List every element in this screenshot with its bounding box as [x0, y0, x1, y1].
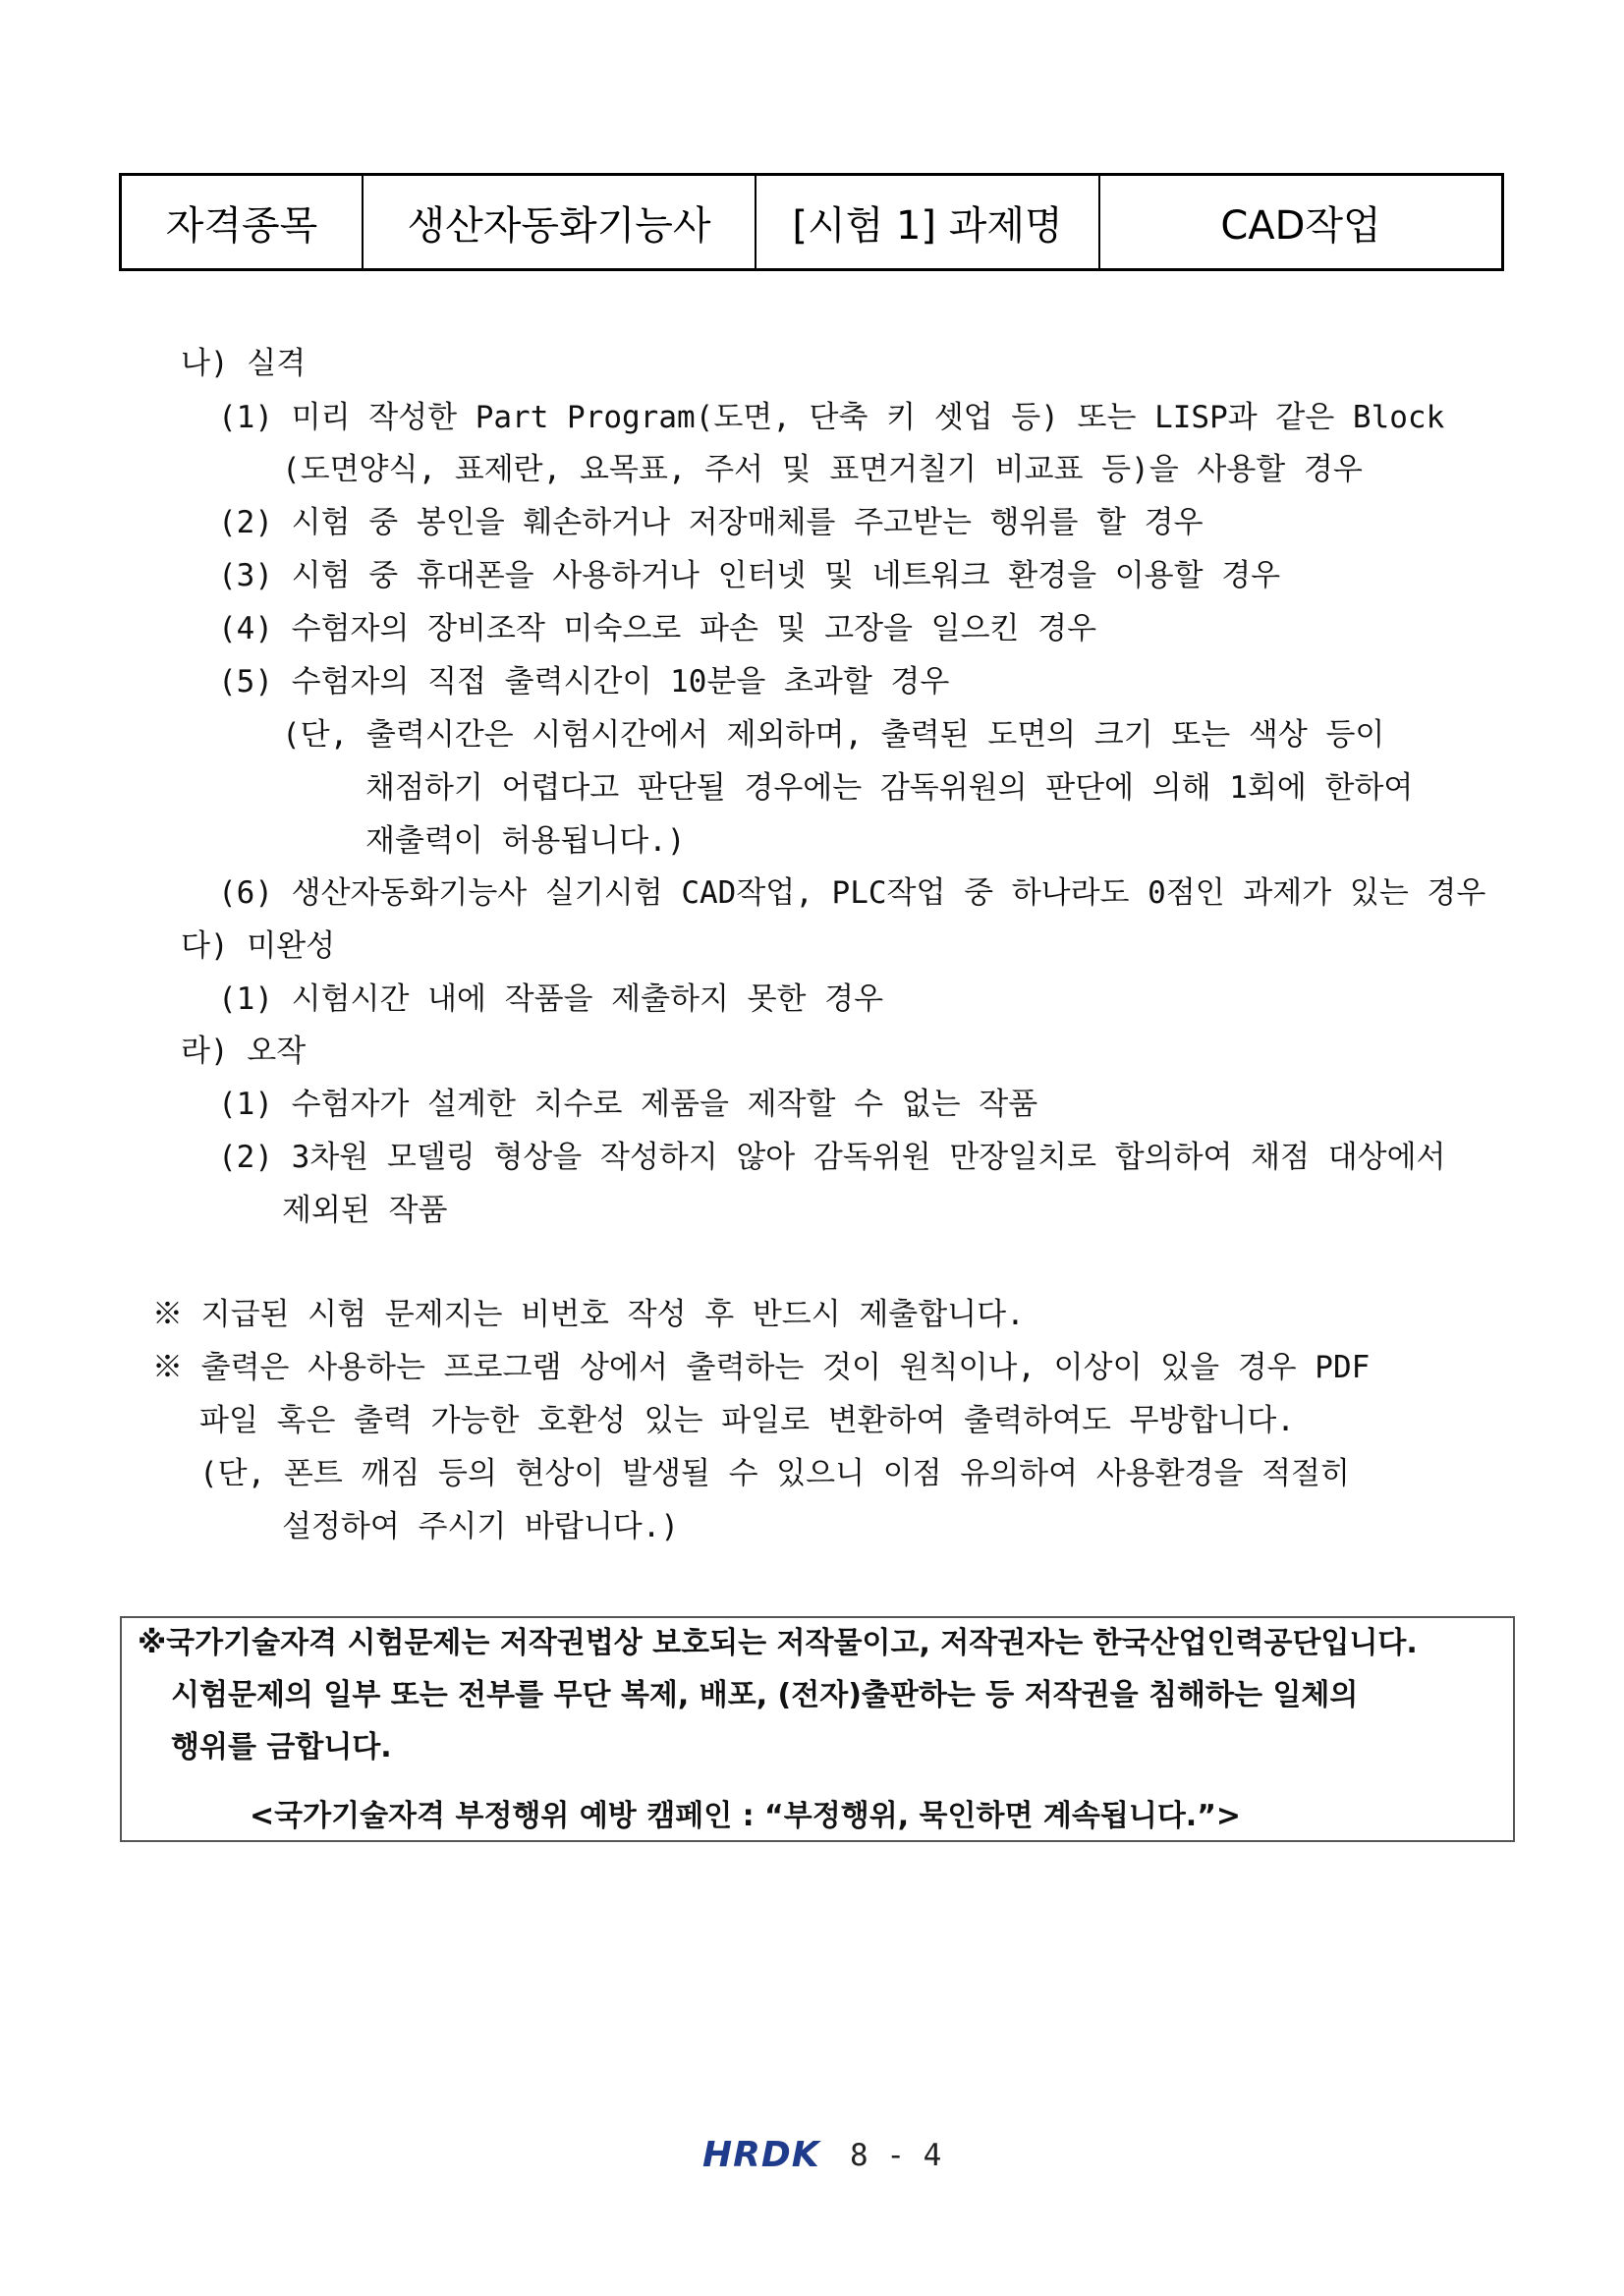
section-defective-title: 라) 오작	[181, 1034, 307, 1069]
list-item: (1) 미리 작성한 Part Program(도면, 단축 키 셋업 등) 또는 LISP과 같은 Block	[218, 400, 1445, 435]
list-item-continuation: (도면양식, 표제란, 요목표, 주서 및 표면거칠기 비교표 등)을 사용할 경우	[282, 452, 1363, 487]
page-footer	[0, 2134, 1624, 2177]
list-item: (1) 수험자가 설계한 치수로 제품을 제작할 수 없는 작품	[218, 1087, 1038, 1122]
note-output: ※ 출력은 사용하는 프로그램 상에서 출력하는 것이 원칙이나, 이상이 있을 경우 PDF	[152, 1350, 1371, 1385]
campaign-slogan: <국가기술자격 부정행위 예방 캠페인 : “부정행위, 묵인하면 계속됩니다.”>	[250, 1799, 1242, 1833]
list-item: (4) 수험자의 장비조작 미숙으로 파손 및 고장을 일으킨 경우	[218, 611, 1097, 646]
list-item: (2) 3차원 모델링 형상을 작성하지 않아 감독위원 만장일치로 합의하여 채점 대상에서	[218, 1140, 1446, 1175]
section-incomplete-title: 다) 미완성	[181, 928, 336, 964]
list-item-continuation: 제외된 작품	[282, 1193, 448, 1228]
hrdk-logo: HRDK	[702, 2135, 820, 2175]
copyright-line: 행위를 금합니다.	[171, 1730, 392, 1764]
subject-header-table	[119, 173, 1504, 271]
list-item-note: (단, 출력시간은 시험시간에서 제외하며, 출력된 도면의 크기 또는 색상 등이	[282, 717, 1385, 753]
list-item: (3) 시험 중 휴대폰을 사용하거나 인터넷 및 네트워크 환경을 이용할 경우	[218, 558, 1281, 593]
task-value: CAD작업	[1220, 202, 1381, 249]
list-item: (5) 수험자의 직접 출력시간이 10분을 초과할 경우	[218, 664, 950, 700]
task-label: [시험 1] 과제명	[756, 176, 1100, 268]
note-submit: ※ 지급된 시험 문제지는 비번호 작성 후 반드시 제출합니다.	[152, 1297, 1025, 1332]
note-output-caution: (단, 폰트 깨짐 등의 현상이 발생될 수 있으니 이점 유의하여 사용환경을 적절히	[199, 1456, 1350, 1491]
list-item-note: 재출력이 허용됩니다.)	[365, 823, 686, 859]
qualification-label: 자격종목	[122, 176, 364, 268]
copyright-notice-box	[120, 1616, 1515, 1842]
qualification-value: 생산자동화기능사	[364, 176, 756, 268]
page-number: 8 - 4	[850, 2138, 942, 2173]
list-item-note: 채점하기 어렵다고 판단될 경우에는 감독위원의 판단에 의해 1회에 한하여	[365, 770, 1414, 806]
list-item: (6) 생산자동화기능사 실기시험 CAD작업, PLC작업 중 하나라도 0점인 과제가 있는 경우	[218, 875, 1486, 911]
copyright-line: 시험문제의 일부 또는 전부를 무단 복제, 배포, (전자)출판하는 등 저작권을 침해하는 일체의	[171, 1678, 1359, 1712]
copyright-line: ※국가기술자격 시험문제는 저작권법상 보호되는 저작물이고, 저작권자는 한국산업인력공단입니다.	[138, 1626, 1418, 1660]
list-item: (2) 시험 중 봉인을 훼손하거나 저장매체를 주고받는 행위를 할 경우	[218, 505, 1204, 540]
list-item: (1) 시험시간 내에 작품을 제출하지 못한 경우	[218, 981, 884, 1017]
section-disqualification-title: 나) 실격	[181, 346, 307, 381]
note-output-continuation: 파일 혹은 출력 가능한 호환성 있는 파일로 변환하여 출력하여도 무방합니다.	[199, 1403, 1295, 1438]
note-output-caution-continuation: 설정하여 주시기 바랍니다.)	[282, 1509, 680, 1544]
